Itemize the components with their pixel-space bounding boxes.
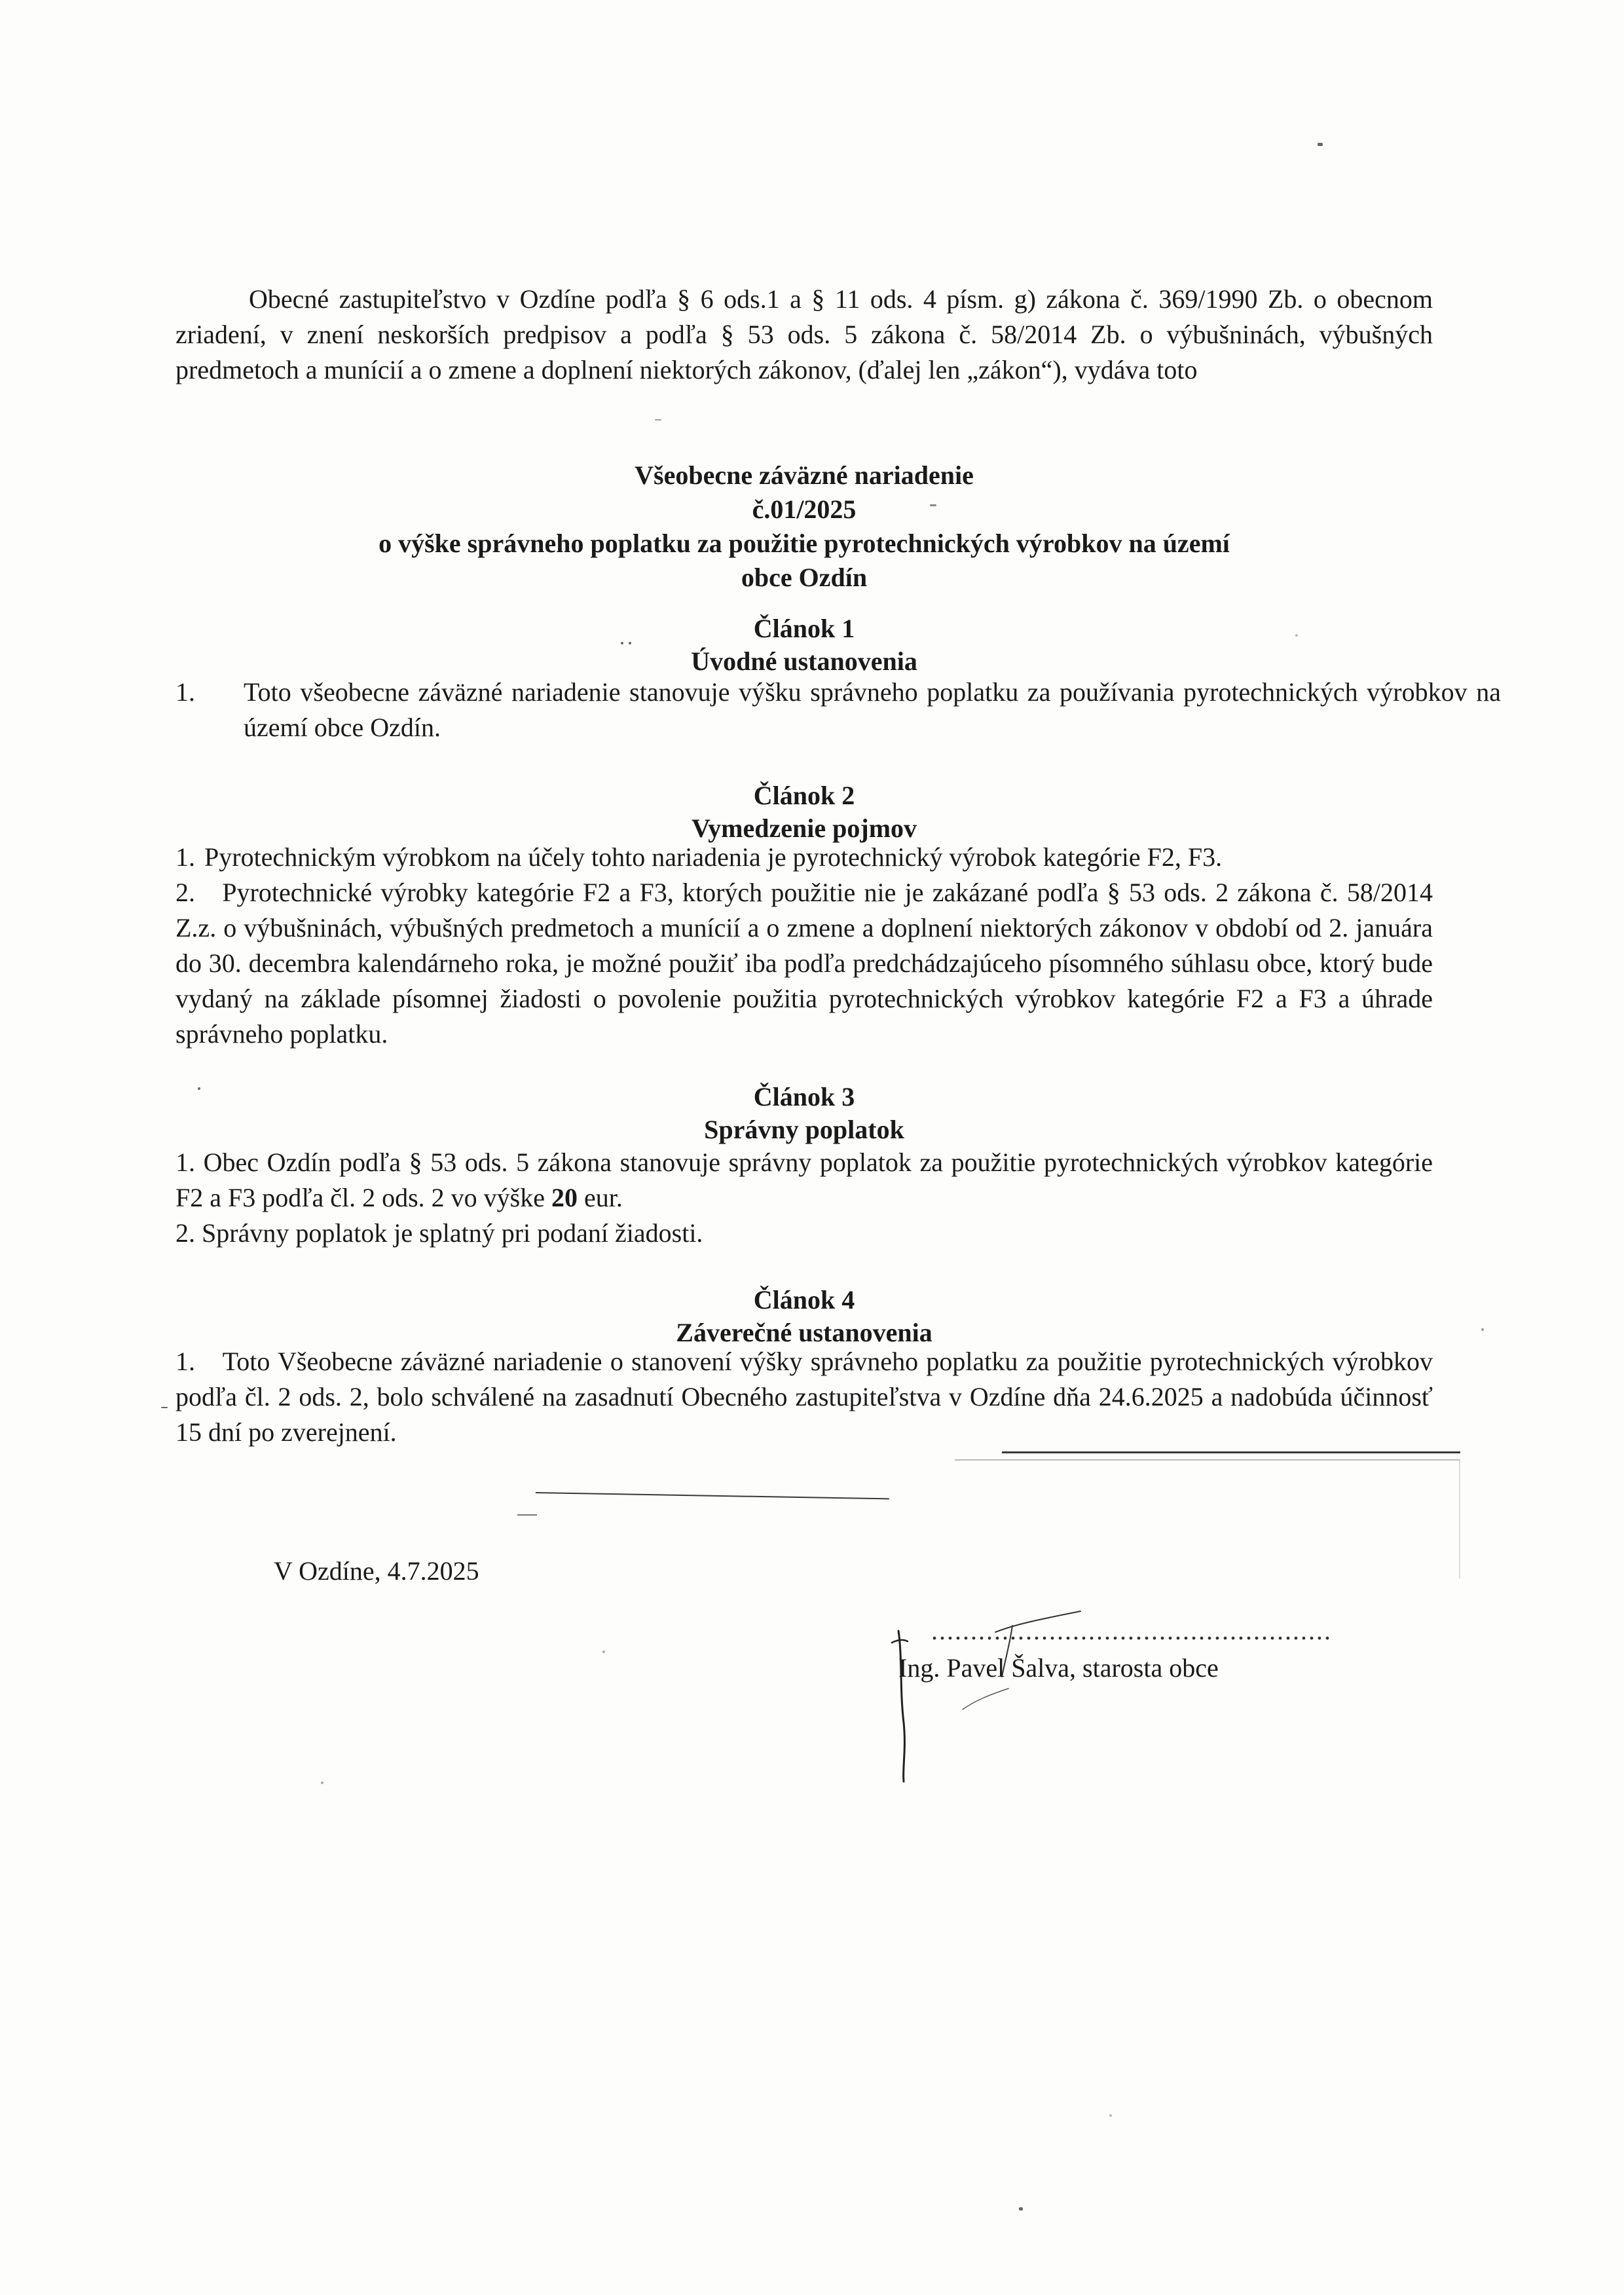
article-3-paragraph-1 — [175, 1145, 1433, 1216]
article-3-paragraph-2 — [175, 1216, 1433, 1251]
regulation-title: Všeobecne záväzné nariadenie — [635, 460, 974, 490]
paragraph-number: 1. — [175, 842, 195, 872]
fee-amount: 20 — [551, 1183, 578, 1212]
scan-speck — [1019, 2207, 1023, 2211]
scan-artifact-line — [1002, 1451, 1460, 1453]
article-title: Článok 3 — [753, 1082, 855, 1111]
signature-line: ................................................... — [931, 1616, 1332, 1645]
article-4-paragraph-1 — [175, 1344, 1433, 1450]
scan-artifact-line — [517, 1514, 537, 1516]
scan-speck — [1318, 143, 1323, 146]
article-subtitle: Vymedzenie pojmov — [691, 813, 917, 843]
scan-speck — [161, 1407, 168, 1408]
scan-speck — [1481, 1328, 1484, 1331]
paragraph-text: Toto všeobecne záväzné nariadenie stanovuje výšku správneho poplatku za používania pyrotechnických výrobkov na území obce Ozdín. — [244, 677, 1501, 742]
article-4-heading — [175, 1284, 1433, 1349]
paragraph-text: Obec Ozdín podľa § 53 ods. 5 zákona stanovuje správny poplatok za použitie pyrotechnických výrobkov kategórie F2 a F3 podľa čl. 2 ods. 2 vo výške — [175, 1148, 1433, 1212]
regulation-number: č.01/2025 — [752, 494, 857, 524]
paragraph-text: Toto Všeobecne záväzné nariadenie o stanovení výšky správneho poplatku za použitie pyrotechnických výrobkov podľa čl. 2 ods. 2, bolo schválené na zasadnutí Obecného zastupiteľstva v Ozdíne dňa 24.6.2025 a nadobúda účinnosť 15 dní po zverejnení. — [175, 1347, 1433, 1447]
article-title: Článok 2 — [753, 781, 855, 810]
article-subtitle: Záverečné ustanovenia — [676, 1318, 932, 1347]
paragraph-number: 2. — [175, 1218, 195, 1248]
handwritten-signature — [884, 1585, 1120, 1795]
article-subtitle: Správny poplatok — [704, 1115, 904, 1144]
article-title: Článok 1 — [753, 614, 855, 643]
article-2-heading — [175, 779, 1433, 845]
article-subtitle: Úvodné ustanovenia — [691, 646, 917, 676]
scan-artifact-line — [536, 1492, 889, 1499]
regulation-subject: o výške správneho poplatku za použitie pyrotechnických výrobkov na území — [378, 529, 1230, 558]
regulation-subject-cont: obce Ozdín — [741, 563, 868, 592]
article-1-heading — [175, 612, 1433, 678]
scan-speck — [321, 1782, 323, 1784]
article-title: Článok 4 — [753, 1285, 855, 1315]
paragraph-number: 1. — [175, 1148, 195, 1177]
signatory-name: Ing. Pavel Šalva, starosta obce — [898, 1653, 1219, 1683]
paragraph-text: Pyrotechnické výrobky kategórie F2 a F3, ktorých použitie nie je zakázané podľa § 53 ods. 2 zákona č. 58/2014 Z.z. o výbušninách, výbušných predmetoch a munícií a o zmene a doplnení niektorých zákonov v období od 2. januára do 30. decembra kalendárneho roka, je možné použiť iba podľa predchádzajúceho písomného súhlasu obce, ktorý bude vydaný na základe písomnej žiadosti o povolenie použitia pyrotechnických výrobkov kategórie F2 a F3 a úhrade správneho poplatku. — [175, 878, 1433, 1049]
paragraph-number: 1. — [175, 1347, 195, 1376]
scan-speck — [655, 419, 661, 420]
paragraph-text-end: eur. — [578, 1183, 623, 1212]
regulation-title-block — [175, 458, 1433, 595]
article-2-paragraph-1 — [175, 840, 1433, 875]
paragraph-text: Správny poplatok je splatný pri podaní žiadosti. — [202, 1218, 703, 1248]
scan-speck — [602, 1651, 605, 1653]
paragraph-number: 2. — [175, 878, 195, 907]
intro-paragraph: Obecné zastupiteľstvo v Ozdíne podľa § 6 ods.1 a § 11 ods. 4 písm. g) zákona č. 369/1990 Zb. o obecnom zriadení, v znení neskorších predpisov a podľa § 53 ods. 5 zákona č. 58/2014 Zb. o výbušninách, výbušných predmetoch a munícií a o zmene a doplnení niektorých zákonov, (ďalej len „zákon“), vydáva toto — [175, 284, 1433, 384]
scan-speck — [1109, 2114, 1112, 2117]
place-and-date: V Ozdíne, 4.7.2025 — [274, 1556, 479, 1586]
article-3-heading — [175, 1081, 1433, 1146]
paragraph-text: Pyrotechnickým výrobkom na účely tohto nariadenia je pyrotechnický výrobok kategórie F2, F3. — [204, 842, 1223, 872]
scan-artifact-box — [955, 1459, 1460, 1578]
article-2-paragraph-2 — [175, 875, 1433, 1052]
article-1-paragraph-1 — [175, 675, 1501, 745]
paragraph-number: 1. — [175, 677, 195, 707]
